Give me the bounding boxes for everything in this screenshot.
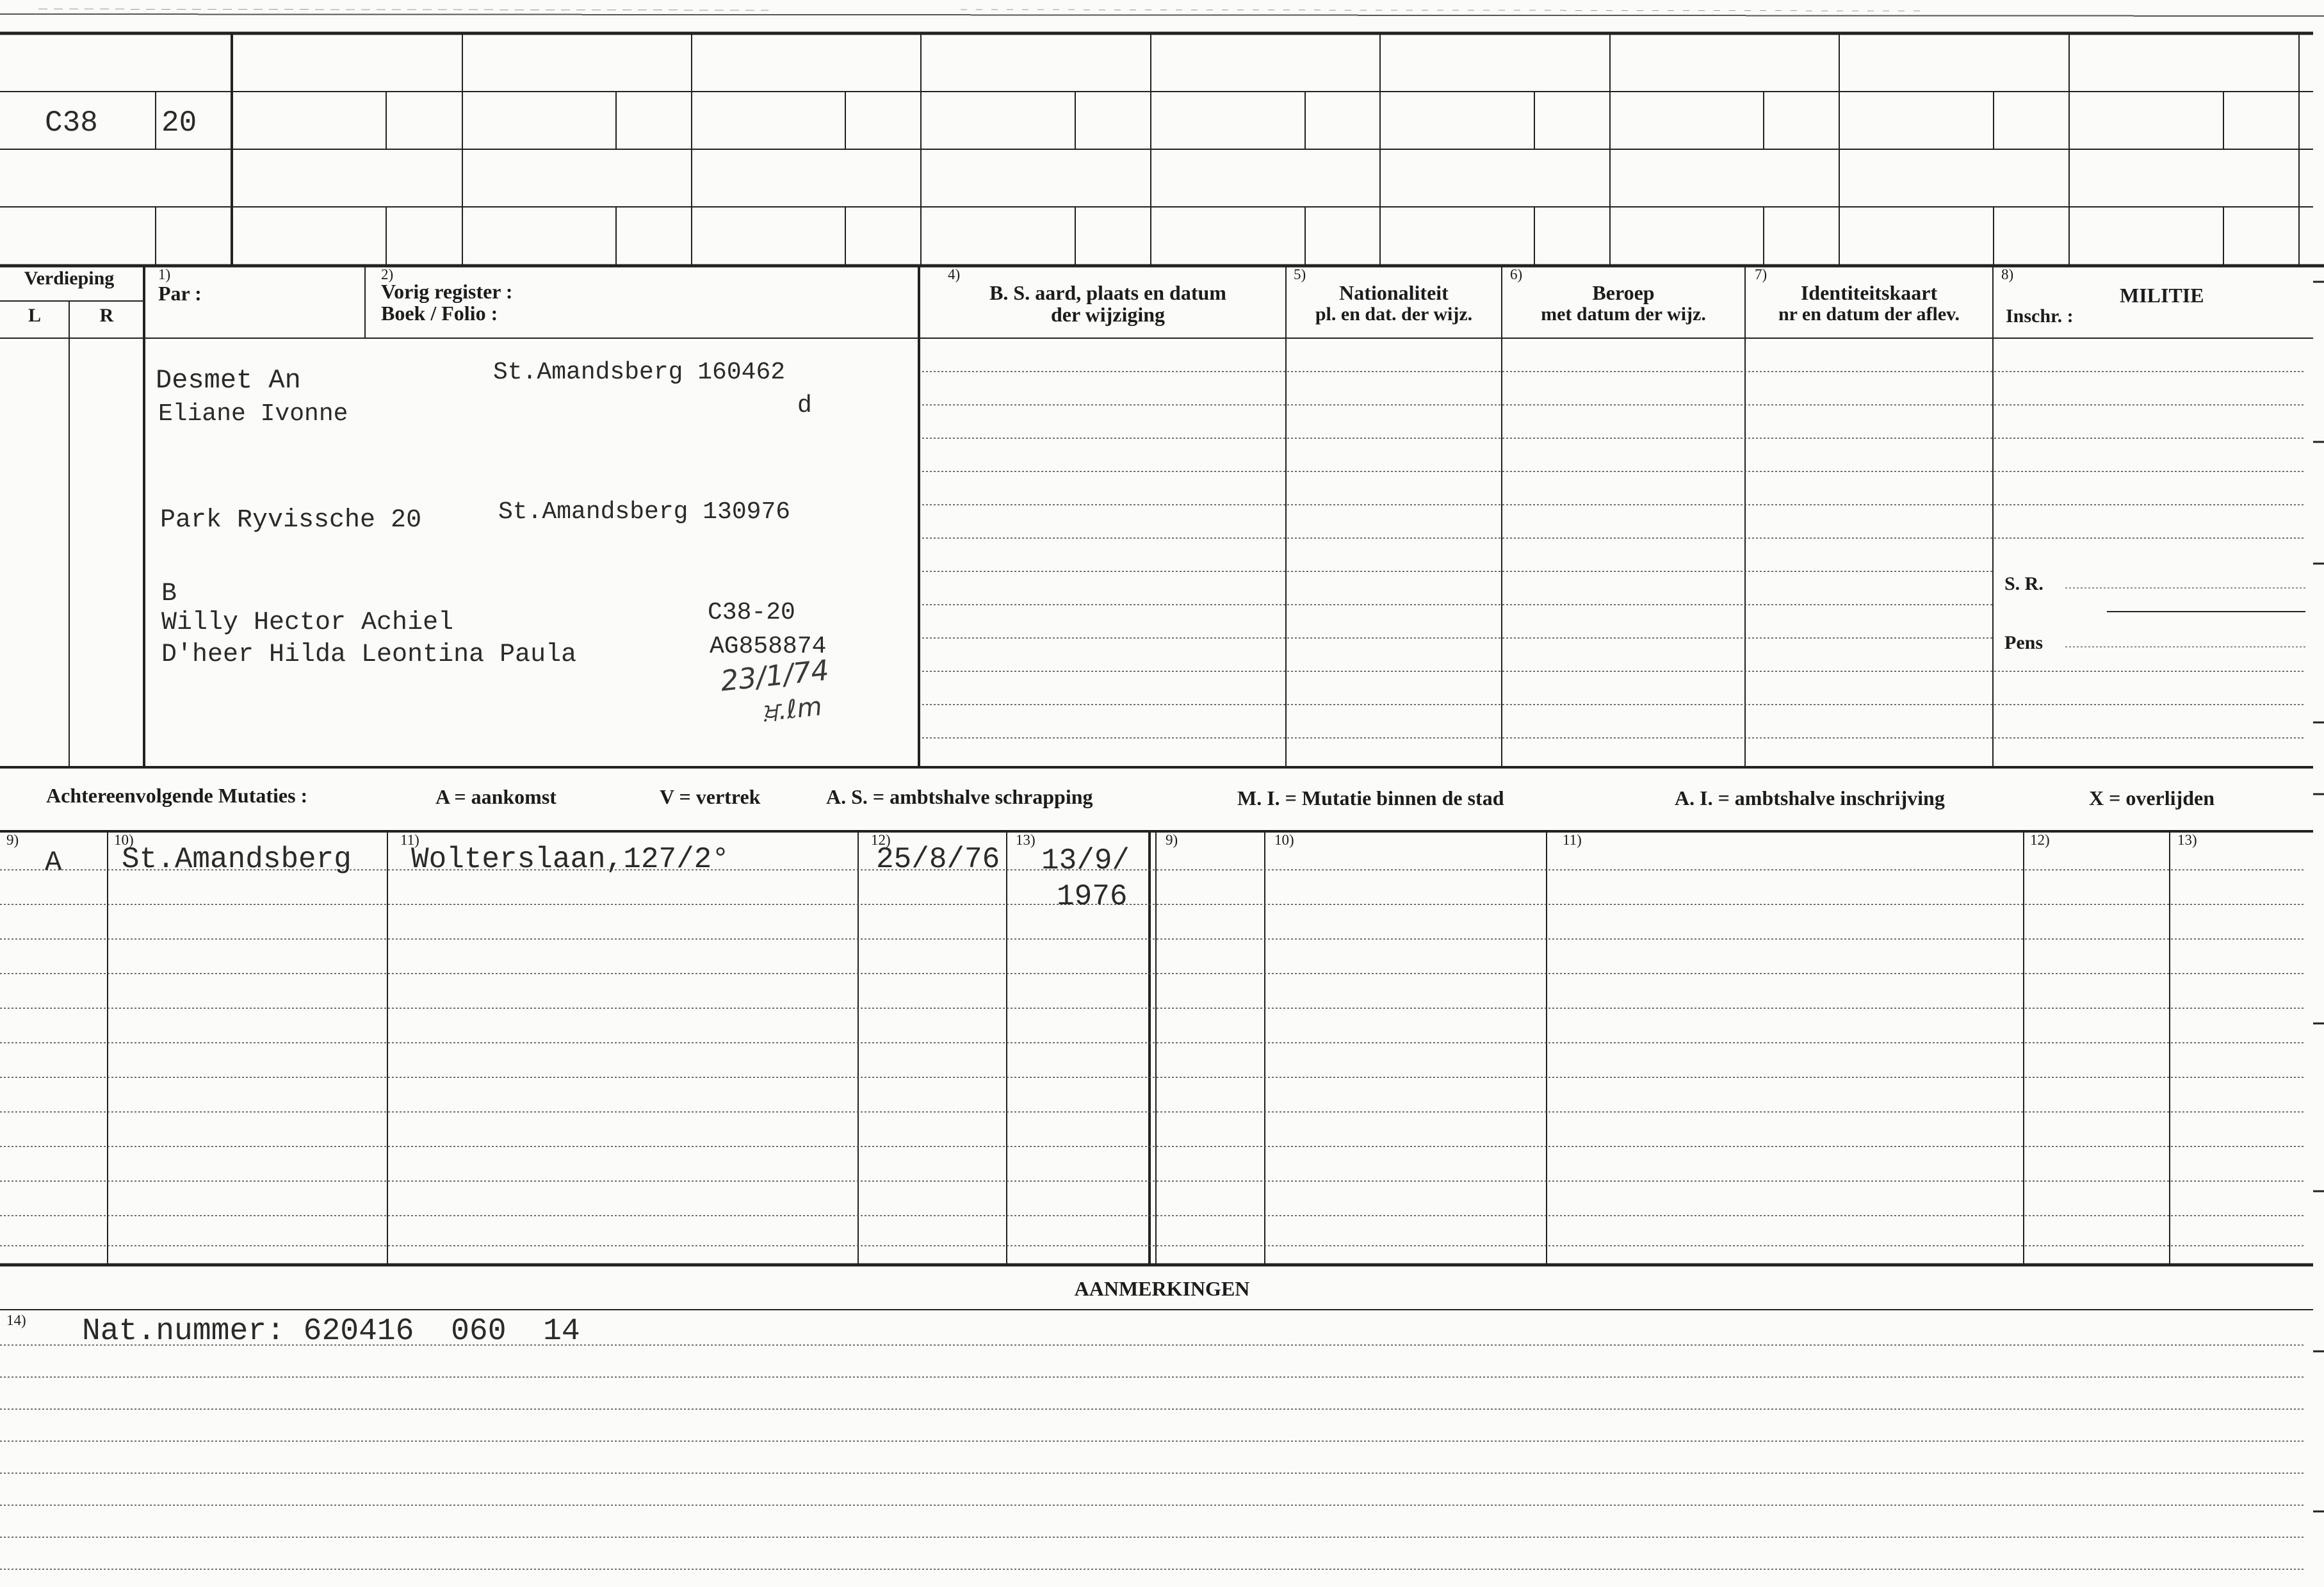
mutation-date: 25/8/76: [876, 843, 1000, 876]
mut-col-10-right: 10): [1274, 832, 1294, 848]
mut-col-12-left: 12): [871, 832, 891, 848]
nationality-header-line2: pl. en dat. der wijz.: [1315, 304, 1473, 325]
floor-right-label: R: [99, 305, 114, 326]
mut-col-12-right: 12): [2030, 832, 2050, 848]
birth-place-date: St.Amandsberg 160462: [493, 359, 786, 386]
handwritten-signature: ਖ਼.ℓm: [760, 692, 824, 728]
register-number: 20: [161, 106, 197, 140]
legend-departure: V = vertrek: [660, 785, 761, 808]
legend-registration: A. I. = ambtshalve inschrijving: [1675, 786, 1945, 810]
boek-folio-label: Boek / Folio :: [381, 302, 498, 325]
id-card-number: AG858874: [710, 633, 827, 660]
floor-left-label: L: [28, 305, 41, 326]
vorig-register-label: Vorig register :: [381, 280, 513, 303]
mut-col-11-left: 11): [400, 832, 419, 848]
inschr-label: Inschr. :: [2006, 305, 2074, 327]
column-6-number: 6): [1510, 266, 1523, 282]
address: Park Ryvissche 20: [160, 506, 422, 535]
mut-col-13-left: 13): [1016, 832, 1036, 848]
id-card-header-line2: nr en datum der aflev.: [1778, 304, 1960, 325]
legend-internal-move: M. I. = Mutatie binnen de stad: [1237, 786, 1504, 810]
mutation-type: A: [45, 847, 62, 879]
verdieping-label: Verdieping: [24, 268, 115, 289]
mutation-date2-line2: 1976: [1057, 880, 1128, 913]
remarks-title: AANMERKINGEN: [1074, 1277, 1250, 1300]
register-code: C38: [45, 106, 98, 140]
reference-code: C38-20: [708, 599, 795, 626]
par-label: Par :: [158, 282, 202, 305]
handwritten-date: 23/1/74: [719, 654, 831, 698]
mutation-date2-line1: 13/9/: [1041, 844, 1130, 877]
status-marker: d: [797, 392, 812, 419]
mut-col-13-right: 13): [2177, 832, 2197, 848]
bs-header-line1: B. S. aard, plaats en datum: [989, 281, 1226, 304]
mother-names: D'heer Hilda Leontina Paula: [161, 640, 577, 669]
column-1-number: 1): [158, 266, 171, 282]
given-names: Eliane Ivonne: [158, 400, 348, 428]
sr-label: S. R.: [2004, 573, 2044, 594]
mutation-place: St.Amandsberg: [122, 843, 352, 876]
pens-label: Pens: [2004, 632, 2043, 653]
mut-col-9-left: 9): [6, 832, 19, 848]
mut-col-9-right: 9): [1166, 832, 1178, 848]
surname: Desmet An: [156, 365, 301, 396]
national-number: Nat.nummer: 620416 060 14: [82, 1314, 580, 1349]
legend-death: X = overlijden: [2089, 786, 2214, 810]
legend-arrival: A = aankomst: [435, 785, 557, 808]
militie-header: MILITIE: [2120, 284, 2204, 307]
mut-col-10-left: 10): [114, 832, 134, 848]
id-card-header-line1: Identiteitskaart: [1800, 281, 1938, 304]
nationality-header-line1: Nationaliteit: [1339, 281, 1449, 304]
remarks-number: 14): [6, 1312, 26, 1328]
father-names: Willy Hector Achiel: [161, 608, 454, 637]
column-2-number: 2): [381, 266, 394, 282]
mutation-street: Wolterslaan,127/2°: [411, 843, 729, 876]
legend-title: Achtereenvolgende Mutaties :: [46, 784, 308, 807]
occupation-header-line2: met datum der wijz.: [1541, 304, 1706, 325]
bs-header-line2: der wijziging: [1050, 303, 1166, 326]
mut-col-11-right: 11): [1563, 832, 1582, 848]
address-place-date: St.Amandsberg 130976: [498, 498, 791, 526]
occupation-header-line1: Beroep: [1592, 281, 1655, 304]
column-4-number: 4): [948, 266, 961, 282]
section-letter: B: [161, 580, 177, 608]
column-5-number: 5): [1294, 266, 1306, 282]
legend-struck-off: A. S. = ambtshalve schrapping: [826, 785, 1093, 808]
column-7-number: 7): [1755, 266, 1767, 282]
column-8-number: 8): [2001, 266, 2014, 282]
